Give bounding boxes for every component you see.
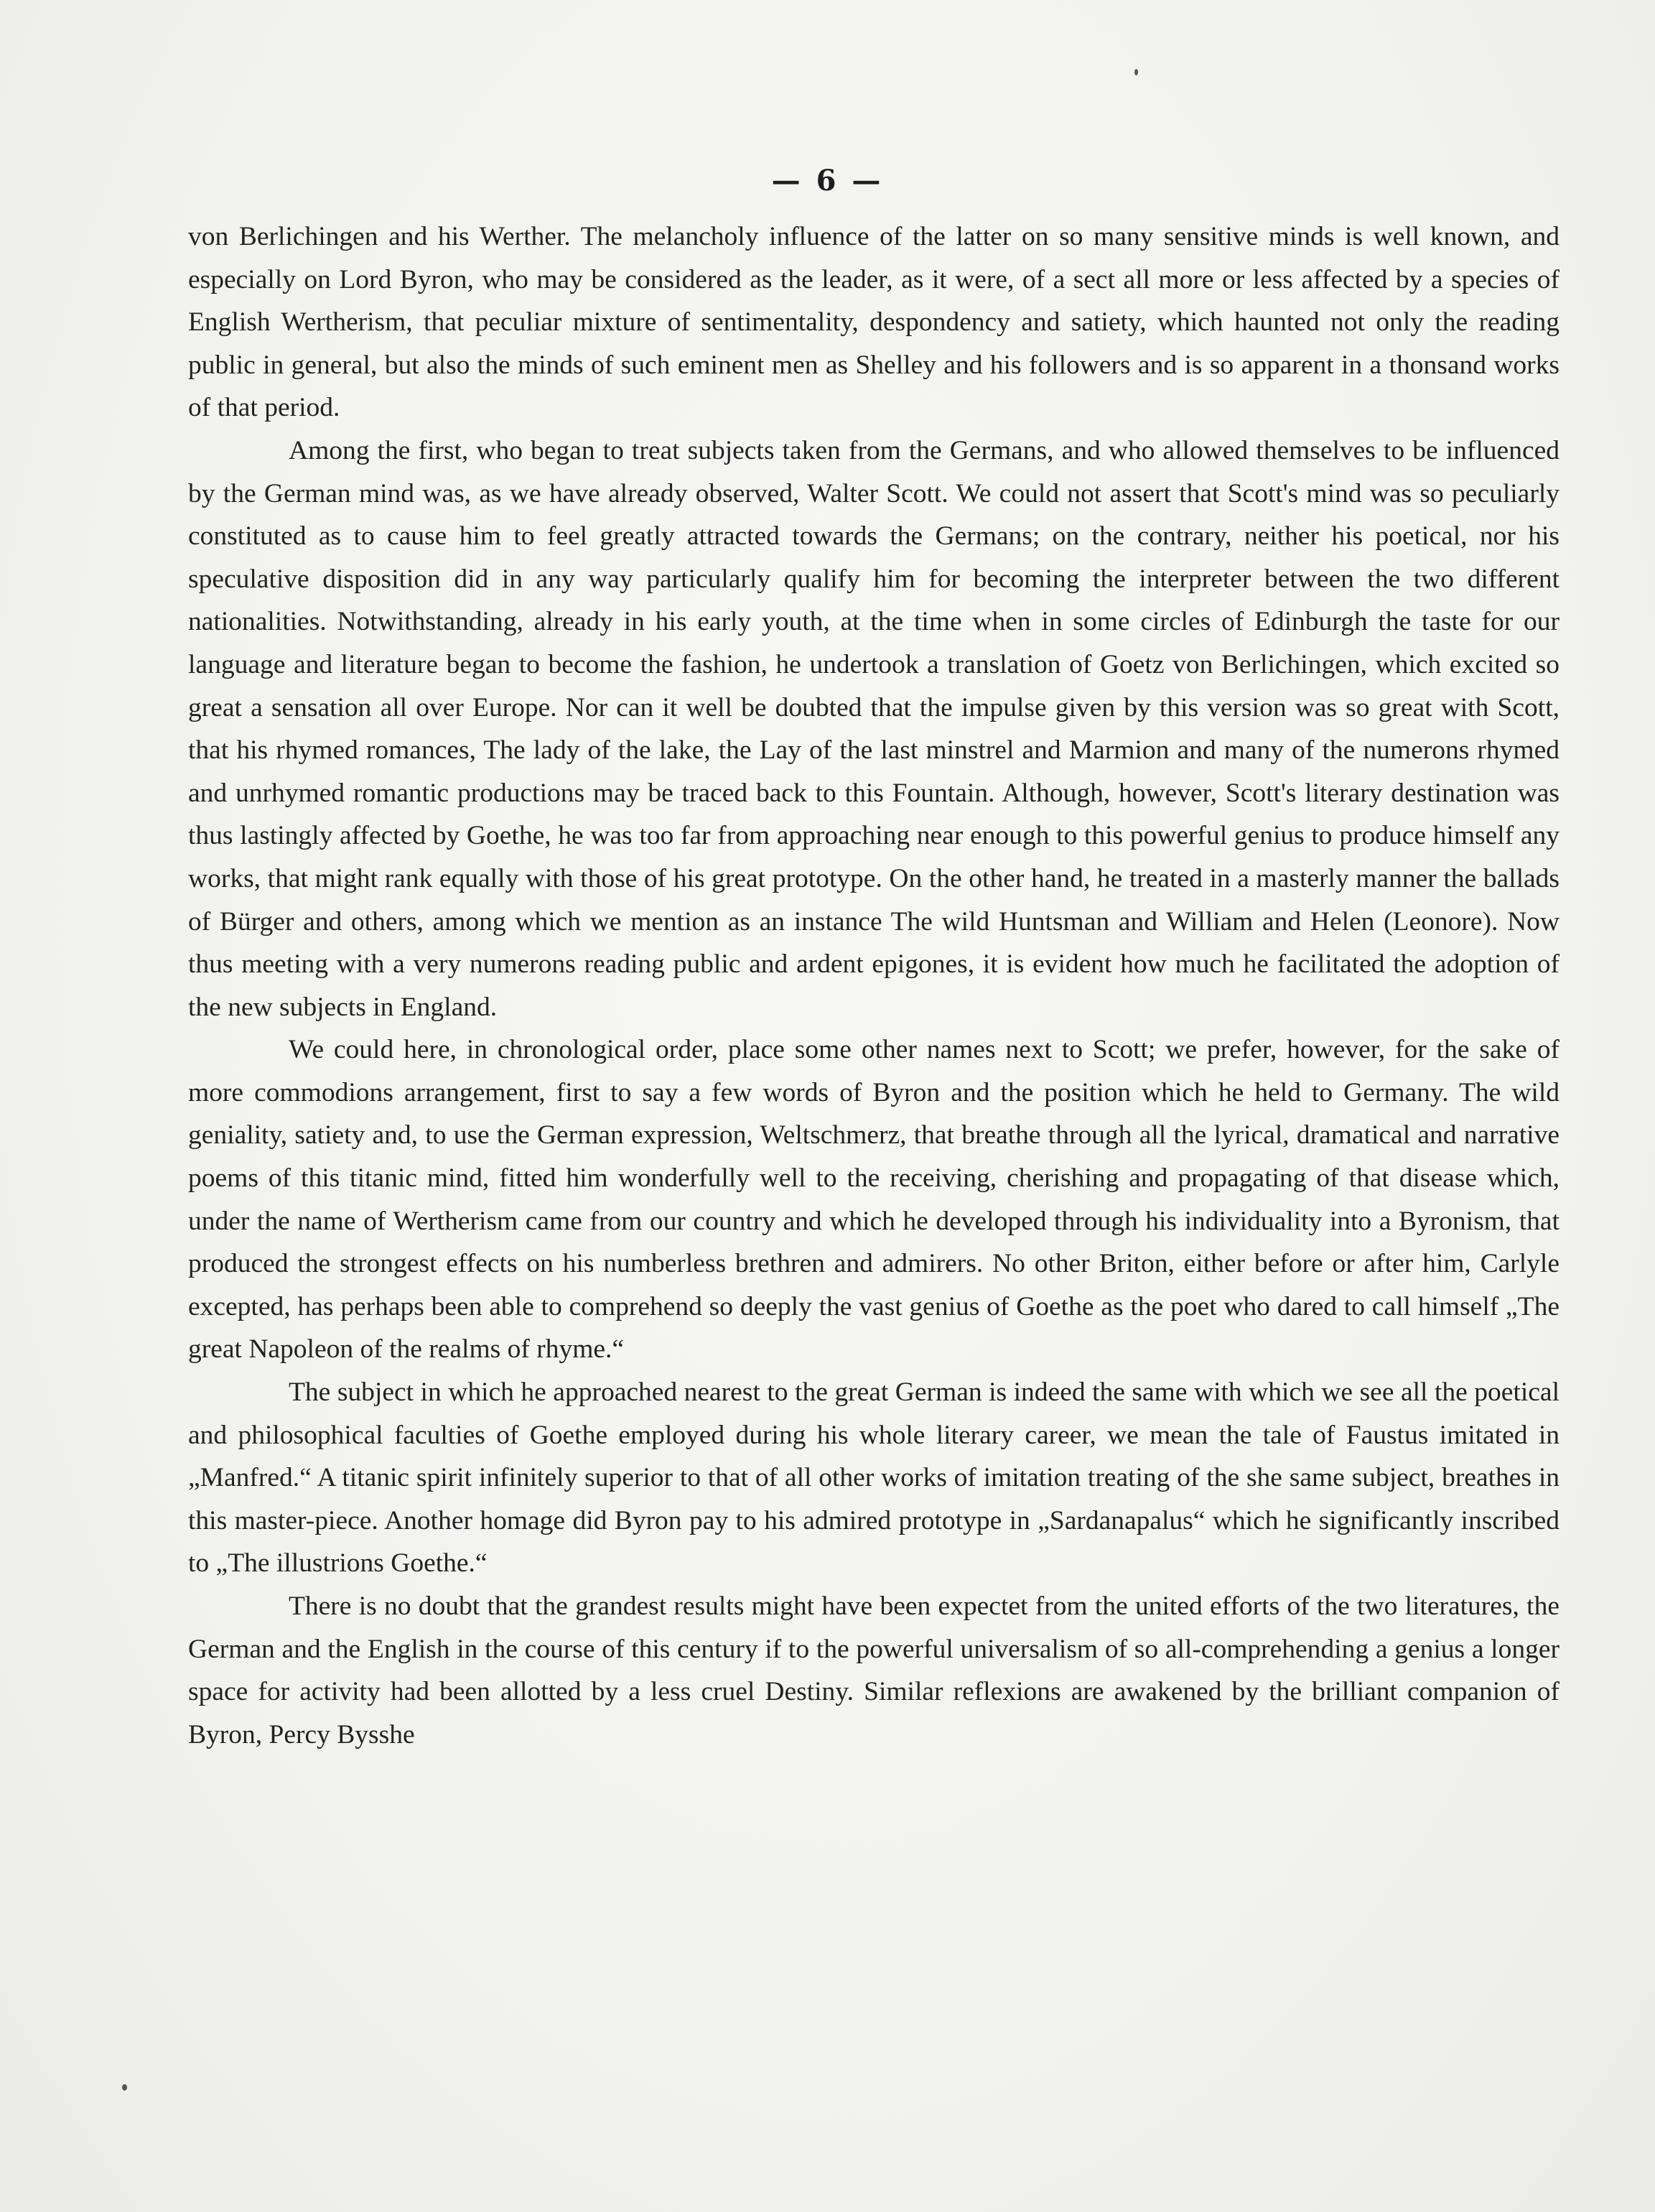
body-text (188, 215, 1560, 1756)
paragraph-5: There is no doubt that the grandest results might have been expectet from the united efforts of the two literatures, the German and the English in the course of this century if to the powerful universalism of so all-comprehending a genius a longer space for activity had been allotted by a less cruel Destiny. Similar reflexions are awakened by the brilliant companion of Byron, Percy Bysshe (188, 1591, 1560, 1749)
paper-speck (122, 2084, 127, 2091)
paragraph-4: The subject in which he approached nearest to the great German is indeed the same with which we see all the poetical and philosophical faculties of Goethe employed during his whole literary career, we mean the tale of Faustus imitated in „Manfred.“ A titanic spirit infinitely superior to that of all other works of imitation treating of the she same subject, breathes in this master-piece. Another homage did Byron pay to his admired prototype in „Sardanapalus“ which he significantly inscribed to „The illustrions Goethe.“ (188, 1377, 1560, 1579)
paragraph-2: Among the first, who began to treat subjects taken from the Germans, and who allowed themselves to be influenced by the German mind was, as we have already observed, Walter Scott. We could not assert that Scott's mind was so peculiarly constituted as to cause him to feel greatly attracted towards the Germans; on the contrary, neither his poetical, nor his speculative disposition did in any way particularly qualify him for becoming the interpreter between the two different nationalities. Notwithstanding, already in his early youth, at the time when in some circles of Edinburgh the taste for our language and literature began to become the fashion, he undertook a translation of Goetz von Berlichingen, which excited so great a sensation all over Europe. Nor can it well be doubted that the impulse given by this version was so great with Scott, that his rhymed romances, The lady of the lake, the Lay of the last minstrel and Marmion and many of the numerons rhymed and unrhymed romantic productions may be traced back to this Fountain. Although, however, Scott's literary destination was thus lastingly affected by Goethe, he was too far from approaching near enough to this powerful genius to produce himself any works, that might rank equally with those of his great prototype. On the other hand, he treated in a masterly manner the ballads of Bürger and others, among which we mention as an instance The wild Huntsman and William and Helen (Leonore). Now thus meeting with a very numerons reading public and ardent epigones, it is evident how much he facilitated the adoption of the new subjects in England. (188, 435, 1560, 1022)
paper-speck (1134, 69, 1138, 75)
page-number: — 6 — (771, 164, 884, 198)
paragraph-1: von Berlichingen and his Werther. The melancholy influence of the latter on so many sensitive minds is well known, and especially on Lord Byron, who may be considered as the leader, as it were, of a sect all more or less affected by a species of English Wertherism, that peculiar mixture of sentimentality, despondency and satiety, which haunted not only the reading public in general, but also the minds of such eminent men as Shelley and his followers and is so apparent in a thonsand works of that period. (188, 222, 1560, 423)
paragraph-3: We could here, in chronological order, place some other names next to Scott; we prefer, however, for the sake of more commodions arrangement, first to say a few words of Byron and the position which he held to Germany. The wild geniality, satiety and, to use the German expression, Weltschmerz, that breathe through all the lyrical, dramatical and narrative poems of this titanic mind, fitted him wonderfully well to the receiving, cherishing and propagating of that disease which, under the name of Wertherism came from our country and which he developed through his individuality into a Byronism, that produced the strongest effects on his numberless brethren and admirers. No other Briton, either before or after him, Carlyle excepted, has perhaps been able to comprehend so deeply the vast genius of Goethe as the poet who dared to call himself „The great Napoleon of the realms of rhyme.“ (188, 1035, 1560, 1365)
